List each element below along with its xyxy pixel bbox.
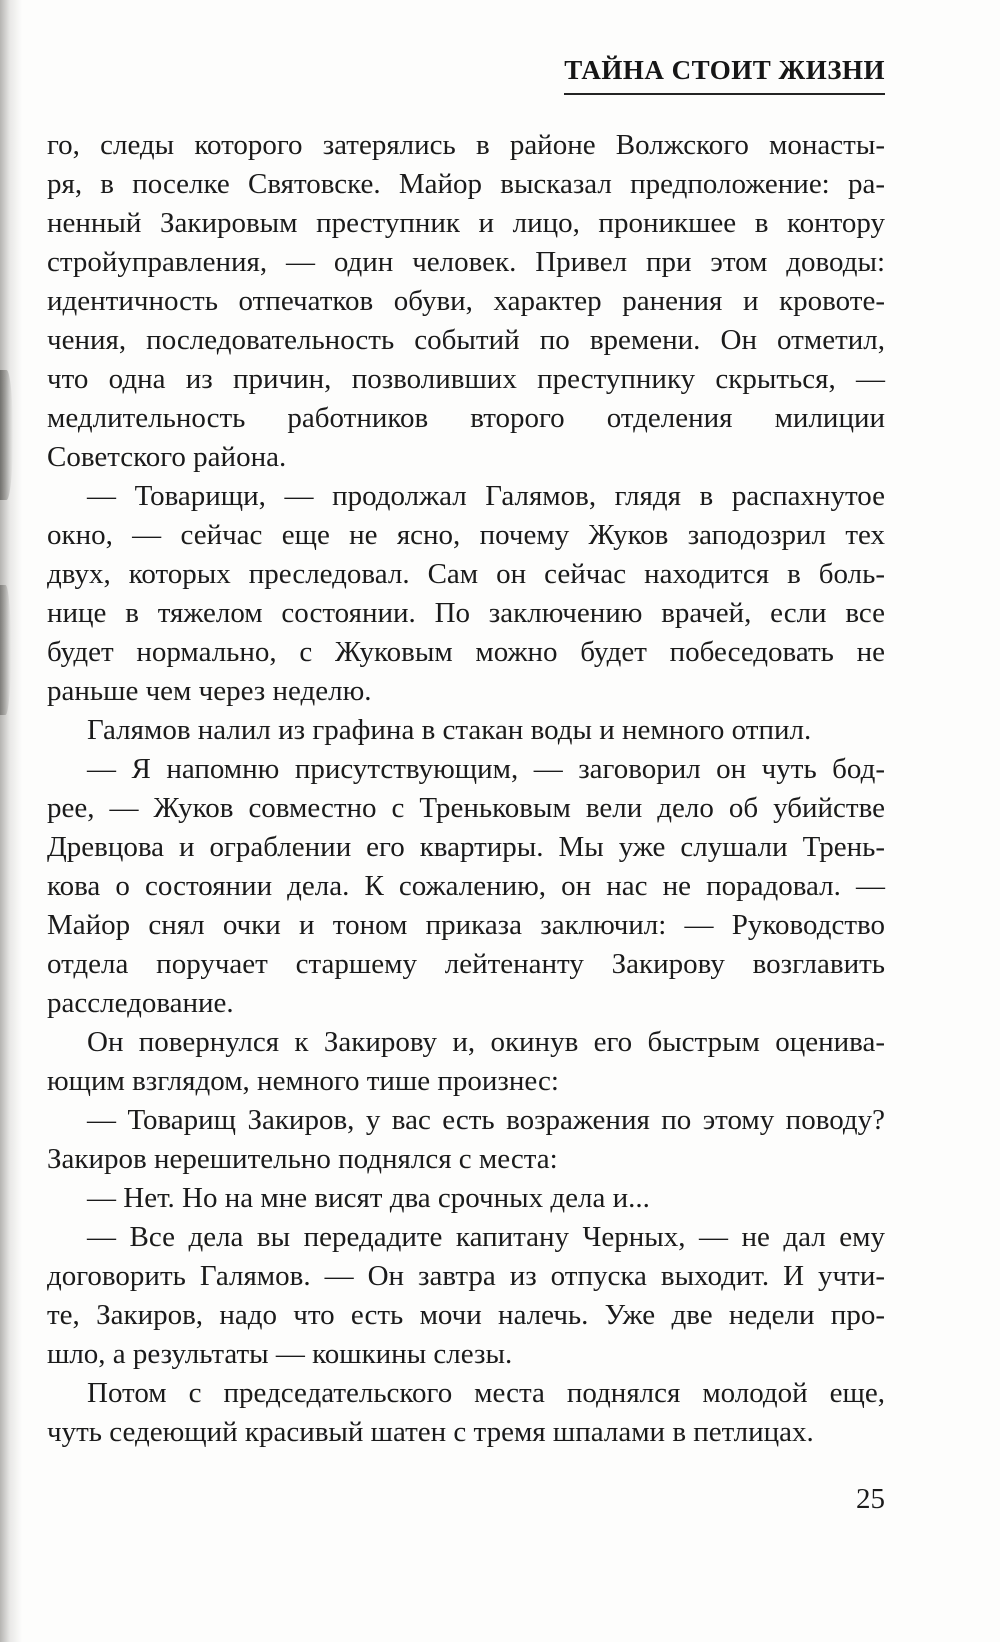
scan-blotch	[0, 585, 11, 715]
text-line: — Товарищ Закиров, у вас есть возражения по этому поводу?	[87, 1104, 885, 1136]
text-line: рее, — Жуков совместно с Треньковым вели дело об убийстве	[47, 792, 885, 824]
text-line: раньше чем через неделю.	[47, 675, 372, 707]
text-line: Он повернулся к Закирову и, окинув его быстрым оценива-	[87, 1026, 885, 1058]
text-line: ненный Закировым преступник и лицо, проникшее в контору	[47, 207, 885, 239]
text-line: медлительность работников второго отделения милиции	[47, 402, 885, 434]
text-line: — Я напомню присутствующим, — заговорил он чуть бод-	[87, 753, 885, 785]
text-line: — Нет. Но на мне висят два срочных дела и...	[87, 1182, 650, 1214]
text-line: — Все дела вы передадите капитану Черных, — не дал ему	[87, 1221, 885, 1253]
scan-shadow-left	[0, 0, 22, 1642]
text-line: Закиров нерешительно поднялся с места:	[47, 1143, 558, 1175]
text-line: те, Закиров, надо что есть мочи налечь. Уже две недели про-	[47, 1299, 885, 1331]
running-header-title: ТАЙНА СТОИТ ЖИЗНИ	[564, 55, 885, 95]
text-line: Майор снял очки и тоном приказа заключил: — Руководство	[47, 909, 885, 941]
text-line: ря, в поселке Святовске. Майор высказал предположение: ра-	[47, 168, 885, 200]
text-line: — Товарищи, — продолжал Галямов, глядя в распахнутое	[87, 480, 885, 512]
text-line: окно, — сейчас еще не ясно, почему Жуков заподозрил тех	[47, 519, 885, 551]
text-line: отдела поручает старшему лейтенанту Закирову возглавить	[47, 948, 885, 980]
text-line: будет нормально, с Жуковым можно будет побеседовать не	[47, 636, 885, 668]
text-line: Советского района.	[47, 441, 287, 473]
text-line: кова о состоянии дела. К сожалению, он нас не порадовал. —	[47, 870, 885, 902]
text-line: договорить Галямов. — Он завтра из отпуска выходит. И учти-	[47, 1260, 885, 1292]
text-line: ющим взглядом, немного тише произнес:	[47, 1065, 559, 1097]
text-line: нице в тяжелом состоянии. По заключению врачей, если все	[47, 597, 885, 629]
text-line: чуть седеющий красивый шатен с тремя шпалами в петлицах.	[47, 1416, 814, 1448]
text-line: го, следы которого затерялись в районе Волжского монасты-	[47, 129, 885, 161]
text-line: двух, которых преследовал. Сам он сейчас находится в боль-	[47, 558, 885, 590]
text-block	[47, 126, 885, 1452]
text-line: Древцова и ограблении его квартиры. Мы уже слушали Трень-	[47, 831, 885, 863]
text-line: расследование.	[47, 987, 234, 1019]
text-line: чения, последовательность событий по времени. Он отметил,	[47, 324, 885, 356]
text-line: идентичность отпечатков обуви, характер ранения и кровоте-	[47, 285, 885, 317]
page-number: 25	[856, 1483, 885, 1515]
text-line: Потом с председательского места поднялся молодой еще,	[87, 1377, 885, 1409]
text-line: Галямов налил из графина в стакан воды и немного отпил.	[87, 714, 812, 746]
text-line: стройуправления, — один человек. Привел при этом доводы:	[47, 246, 885, 278]
text-line: что одна из причин, позволивших преступнику скрыться, —	[47, 363, 885, 395]
scan-blotch	[0, 370, 13, 500]
running-header	[47, 55, 885, 95]
text-line: шло, а результаты — кошкины слезы.	[47, 1338, 513, 1370]
